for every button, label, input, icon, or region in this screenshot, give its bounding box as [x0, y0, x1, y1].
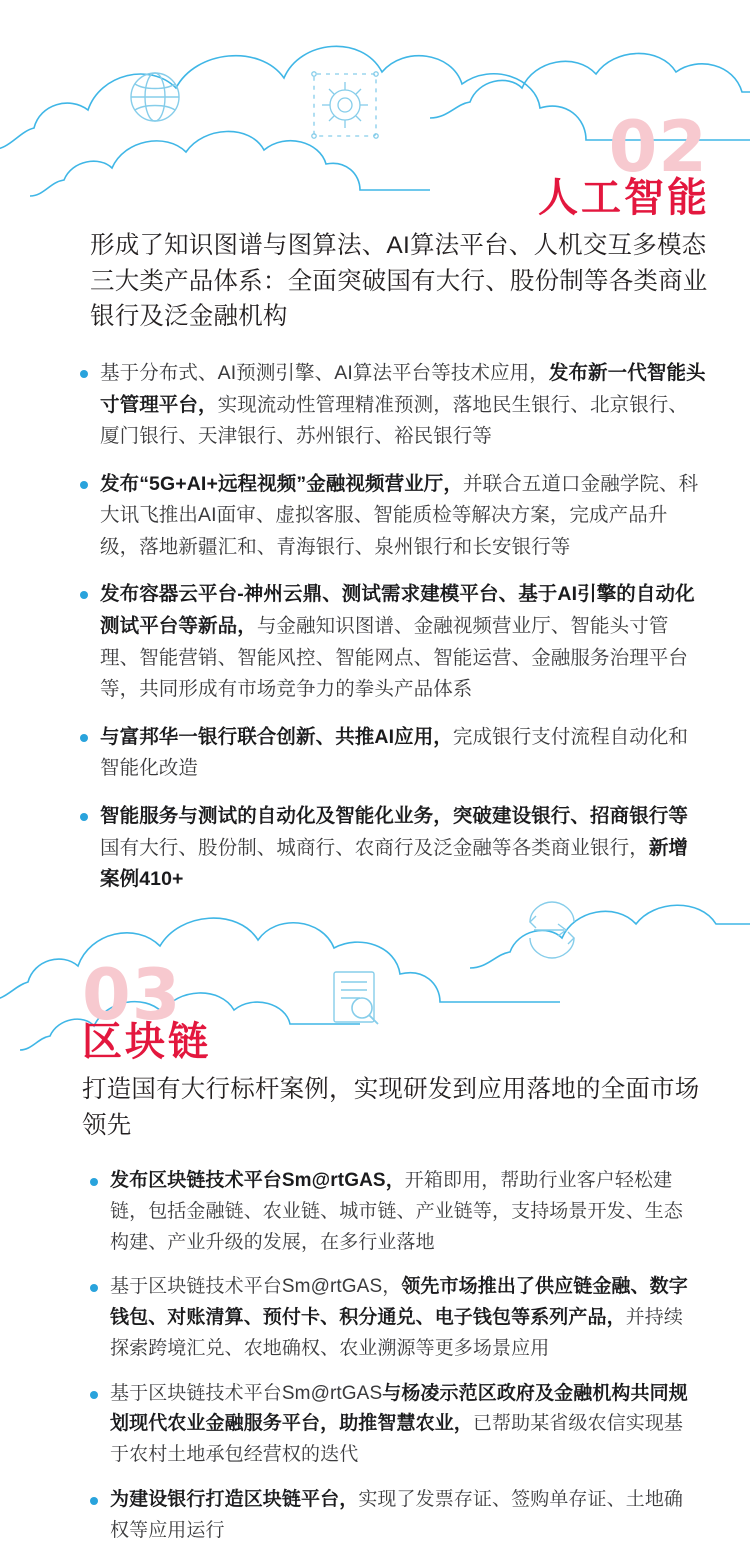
list-item-emphasis: 发布新一代智能头寸管理平台，: [100, 362, 706, 416]
list-item-text: 并联合五道口金融学院、科大讯飞推出AI面审、虚拟客服、智能质检等解决方案，完成产品升级，落地新疆汇和、青海银行、泉州银行和长安银行等: [100, 472, 699, 558]
list-item-emphasis: 新增案例410+: [100, 836, 689, 891]
list-item: [72, 579, 706, 705]
list-item-emphasis: 发布容器云平台-神州云鼎、测试需求建模平台、基于AI引擎的自动化测试平台等新品，: [100, 583, 695, 638]
list-item-emphasis: 与杨凌示范区政府及金融机构共同规划现代农业金融服务平台，助推智慧农业，: [110, 1382, 688, 1435]
list-item: [72, 801, 706, 896]
list-item-text: 开箱即用，帮助行业客户轻松建链，包括金融链、农业链、城市链、产业链等，支持场景开发、生态构建、产业升级的发展，在多行业落地: [110, 1170, 684, 1253]
section-number: 03: [82, 954, 182, 1036]
section-title: 人工智能: [538, 176, 710, 220]
list-item-text: 国有大行、股份制、城商行、农商行及泛金融等各类商业银行，: [100, 836, 649, 859]
list-item-emphasis: 与富邦华一银行联合创新、共推AI应用，: [100, 725, 453, 748]
list-item-text: 实现了发票存证、签购单存证、土地确权等应用运行: [110, 1488, 684, 1541]
list-item: [82, 1379, 702, 1471]
list-item: [82, 1166, 702, 1258]
bullet-list: [72, 358, 706, 912]
document-search-icon: [318, 962, 390, 1034]
section-title: 区块链: [82, 1020, 211, 1064]
list-item-emphasis: 发布“5G+AI+远程视频”金融视频营业厅，: [100, 472, 463, 495]
list-item: [72, 469, 706, 564]
list-item: [82, 1272, 702, 1364]
list-item-text: 并持续探索跨境汇兑、农地确权、农业溯源等更多场景应用: [110, 1307, 684, 1359]
list-item: [72, 358, 706, 453]
list-item-emphasis: 智能服务与测试的自动化及智能化业务，突破建设银行、招商银行等: [100, 804, 689, 827]
list-item-emphasis: 发布区块链技术平台Sm@rtGAS，: [110, 1170, 405, 1191]
gear-circuit-icon: [300, 60, 390, 150]
list-item-text: 基于区块链技术平台Sm@rtGAS: [110, 1382, 383, 1404]
list-item-text: 实现流动性管理精准预测，落地民生银行、北京银行、厦门银行、天津银行、苏州银行、裕民银行等: [100, 393, 689, 448]
globe-icon: [120, 62, 190, 132]
bullet-list: [82, 1166, 702, 1560]
section-lead: 打造国有大行标杆案例，实现研发到应用落地的全面市场领先: [82, 1076, 700, 1139]
section-lead: 形成了知识图谱与图算法、AI算法平台、人机交互多模态三大类产品体系：全面突破国有大行、股份制等各类商业银行及泛金融机构: [90, 232, 708, 331]
list-item-text: 已帮助某省级农信实现基于农村土地承包经营权的迭代: [110, 1413, 684, 1466]
list-item-text: 完成银行支付流程自动化和智能化改造: [100, 725, 689, 780]
list-item-emphasis: 为建设银行打造区块链平台，: [110, 1488, 359, 1510]
list-item: [72, 722, 706, 785]
list-item-emphasis: 领先市场推出了供应链金融、数字钱包、对账清算、预付卡、积分通兑、电子钱包等系列产品，: [110, 1276, 688, 1329]
list-item-text: 基于区块链技术平台Sm@rtGAS，: [110, 1276, 402, 1298]
list-item-text: 与金融知识图谱、金融视频营业厅、智能头寸管理、智能营销、智能风控、智能网点、智能运营、金融服务治理平台等，共同形成有市场竞争力的拳头产品体系: [100, 615, 689, 701]
section-number: 02: [608, 106, 708, 188]
list-item: [82, 1485, 702, 1547]
list-item-text: 基于分布式、AI预测引擎、AI算法平台等技术应用，: [100, 362, 549, 384]
